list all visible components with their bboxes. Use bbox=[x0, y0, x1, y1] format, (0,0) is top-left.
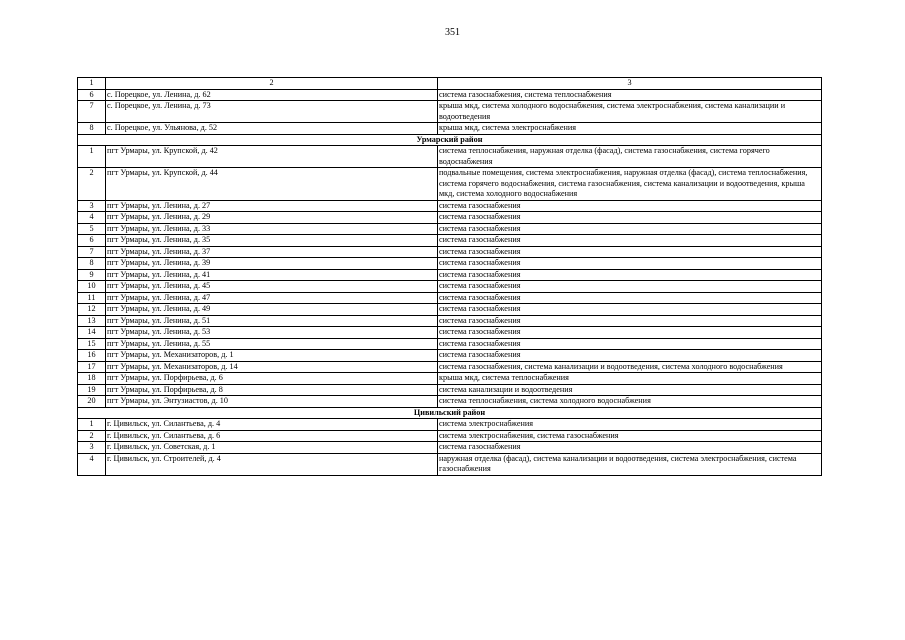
works-cell: система газоснабжения bbox=[438, 304, 822, 316]
table-row bbox=[78, 373, 822, 385]
table-row bbox=[78, 453, 822, 475]
address-cell: пгт Урмары, ул. Ленина, д. 29 bbox=[106, 212, 438, 224]
row-number: 18 bbox=[78, 373, 106, 385]
address-cell: с. Порецкое, ул. Ленина, д. 73 bbox=[106, 101, 438, 123]
address-cell: пгт Урмары, ул. Крупской, д. 42 bbox=[106, 146, 438, 168]
section-row bbox=[78, 407, 822, 419]
section-title: Урмарский район bbox=[78, 134, 822, 146]
row-number: 8 bbox=[78, 258, 106, 270]
address-cell: пгт Урмары, ул. Порфирьева, д. 6 bbox=[106, 373, 438, 385]
works-cell: система газоснабжения bbox=[438, 281, 822, 293]
address-cell: пгт Урмары, ул. Крупской, д. 44 bbox=[106, 168, 438, 201]
works-cell: наружная отделка (фасад), система канализации и водоотведения, система электроснабжения, система газоснабжения bbox=[438, 453, 822, 475]
address-cell: пгт Урмары, ул. Ленина, д. 47 bbox=[106, 292, 438, 304]
works-cell: система электроснабжения, система газоснабжения bbox=[438, 430, 822, 442]
address-cell: пгт Урмары, ул. Порфирьева, д. 8 bbox=[106, 384, 438, 396]
works-cell: крыша мкд, система холодного водоснабжения, система электроснабжения, система канализации и водоотведения bbox=[438, 101, 822, 123]
row-number: 5 bbox=[78, 223, 106, 235]
address-cell: пгт Урмары, ул. Ленина, д. 55 bbox=[106, 338, 438, 350]
row-number: 12 bbox=[78, 304, 106, 316]
row-number: 4 bbox=[78, 453, 106, 475]
table-row bbox=[78, 246, 822, 258]
works-cell: система газоснабжения bbox=[438, 200, 822, 212]
works-cell: подвальные помещения, система электроснабжения, наружная отделка (фасад), система теплоснабжения, система горячего водоснабжения, система газоснабжения, система канализации и водоотведения, крыша мкд, система холодного водоснабжения bbox=[438, 168, 822, 201]
works-cell: система теплоснабжения, система холодного водоснабжения bbox=[438, 396, 822, 408]
table-row bbox=[78, 235, 822, 247]
works-cell: система теплоснабжения, наружная отделка (фасад), система газоснабжения, система горячего водоснабжения bbox=[438, 146, 822, 168]
row-number: 4 bbox=[78, 212, 106, 224]
section-title: Цивильский район bbox=[78, 407, 822, 419]
table-row bbox=[78, 123, 822, 135]
works-cell: крыша мкд, система электроснабжения bbox=[438, 123, 822, 135]
address-cell: пгт Урмары, ул. Ленина, д. 45 bbox=[106, 281, 438, 293]
table-row bbox=[78, 430, 822, 442]
table-row bbox=[78, 212, 822, 224]
table-row bbox=[78, 338, 822, 350]
row-number: 6 bbox=[78, 235, 106, 247]
row-number: 14 bbox=[78, 327, 106, 339]
table-header-row bbox=[78, 78, 822, 90]
table-row bbox=[78, 168, 822, 201]
row-number: 16 bbox=[78, 350, 106, 362]
works-cell: система газоснабжения bbox=[438, 269, 822, 281]
table-row bbox=[78, 146, 822, 168]
row-number: 19 bbox=[78, 384, 106, 396]
works-cell: система газоснабжения bbox=[438, 258, 822, 270]
row-number: 8 bbox=[78, 123, 106, 135]
row-number: 1 bbox=[78, 146, 106, 168]
address-cell: пгт Урмары, ул. Ленина, д. 37 bbox=[106, 246, 438, 258]
address-cell: пгт Урмары, ул. Ленина, д. 39 bbox=[106, 258, 438, 270]
works-cell: система газоснабжения bbox=[438, 338, 822, 350]
address-cell: пгт Урмары, ул. Ленина, д. 53 bbox=[106, 327, 438, 339]
row-number: 17 bbox=[78, 361, 106, 373]
works-cell: система канализации и водоотведения bbox=[438, 384, 822, 396]
row-number: 2 bbox=[78, 168, 106, 201]
address-cell: пгт Урмары, ул. Ленина, д. 49 bbox=[106, 304, 438, 316]
table-row bbox=[78, 396, 822, 408]
works-cell: система газоснабжения bbox=[438, 442, 822, 454]
section-row bbox=[78, 134, 822, 146]
row-number: 7 bbox=[78, 246, 106, 258]
works-cell: система газоснабжения bbox=[438, 327, 822, 339]
works-cell: система газоснабжения bbox=[438, 223, 822, 235]
works-cell: система газоснабжения bbox=[438, 235, 822, 247]
works-cell: крыша мкд, система теплоснабжения bbox=[438, 373, 822, 385]
table-row bbox=[78, 350, 822, 362]
works-cell: система электроснабжения bbox=[438, 419, 822, 431]
table-row bbox=[78, 327, 822, 339]
table-row bbox=[78, 101, 822, 123]
table-row bbox=[78, 292, 822, 304]
address-cell: г. Цивильск, ул. Силантьева, д. 4 bbox=[106, 419, 438, 431]
works-cell: система газоснабжения bbox=[438, 212, 822, 224]
table-row bbox=[78, 384, 822, 396]
row-number: 1 bbox=[78, 419, 106, 431]
table-row bbox=[78, 315, 822, 327]
address-cell: пгт Урмары, ул. Ленина, д. 51 bbox=[106, 315, 438, 327]
address-cell: пгт Урмары, ул. Ленина, д. 33 bbox=[106, 223, 438, 235]
table-row bbox=[78, 223, 822, 235]
table-row bbox=[78, 258, 822, 270]
address-cell: г. Цивильск, ул. Строителей, д. 4 bbox=[106, 453, 438, 475]
repair-table bbox=[77, 77, 822, 476]
address-cell: пгт Урмары, ул. Механизаторов, д. 1 bbox=[106, 350, 438, 362]
works-cell: система газоснабжения bbox=[438, 315, 822, 327]
works-cell: система газоснабжения, система канализации и водоотведения, система холодного водоснабжения bbox=[438, 361, 822, 373]
works-cell: система газоснабжения, система теплоснабжения bbox=[438, 89, 822, 101]
header-cell: 2 bbox=[106, 78, 438, 90]
row-number: 3 bbox=[78, 200, 106, 212]
table-row bbox=[78, 304, 822, 316]
row-number: 10 bbox=[78, 281, 106, 293]
row-number: 6 bbox=[78, 89, 106, 101]
table-row bbox=[78, 200, 822, 212]
address-cell: пгт Урмары, ул. Энтузиастов, д. 10 bbox=[106, 396, 438, 408]
table-row bbox=[78, 419, 822, 431]
header-cell: 1 bbox=[78, 78, 106, 90]
row-number: 9 bbox=[78, 269, 106, 281]
address-cell: пгт Урмары, ул. Ленина, д. 41 bbox=[106, 269, 438, 281]
address-cell: г. Цивильск, ул. Советская, д. 1 bbox=[106, 442, 438, 454]
table-row bbox=[78, 361, 822, 373]
address-cell: пгт Урмары, ул. Ленина, д. 27 bbox=[106, 200, 438, 212]
row-number: 11 bbox=[78, 292, 106, 304]
works-cell: система газоснабжения bbox=[438, 350, 822, 362]
address-cell: с. Порецкое, ул. Ульянова, д. 52 bbox=[106, 123, 438, 135]
works-cell: система газоснабжения bbox=[438, 292, 822, 304]
address-cell: пгт Урмары, ул. Механизаторов, д. 14 bbox=[106, 361, 438, 373]
row-number: 2 bbox=[78, 430, 106, 442]
row-number: 3 bbox=[78, 442, 106, 454]
address-cell: с. Порецкое, ул. Ленина, д. 62 bbox=[106, 89, 438, 101]
row-number: 13 bbox=[78, 315, 106, 327]
table-row bbox=[78, 269, 822, 281]
table-row bbox=[78, 442, 822, 454]
address-cell: пгт Урмары, ул. Ленина, д. 35 bbox=[106, 235, 438, 247]
row-number: 15 bbox=[78, 338, 106, 350]
table-row bbox=[78, 89, 822, 101]
address-cell: г. Цивильск, ул. Силантьева, д. 6 bbox=[106, 430, 438, 442]
header-cell: 3 bbox=[438, 78, 822, 90]
page-number: 351 bbox=[445, 27, 460, 38]
works-cell: система газоснабжения bbox=[438, 246, 822, 258]
row-number: 7 bbox=[78, 101, 106, 123]
table-row bbox=[78, 281, 822, 293]
row-number: 20 bbox=[78, 396, 106, 408]
